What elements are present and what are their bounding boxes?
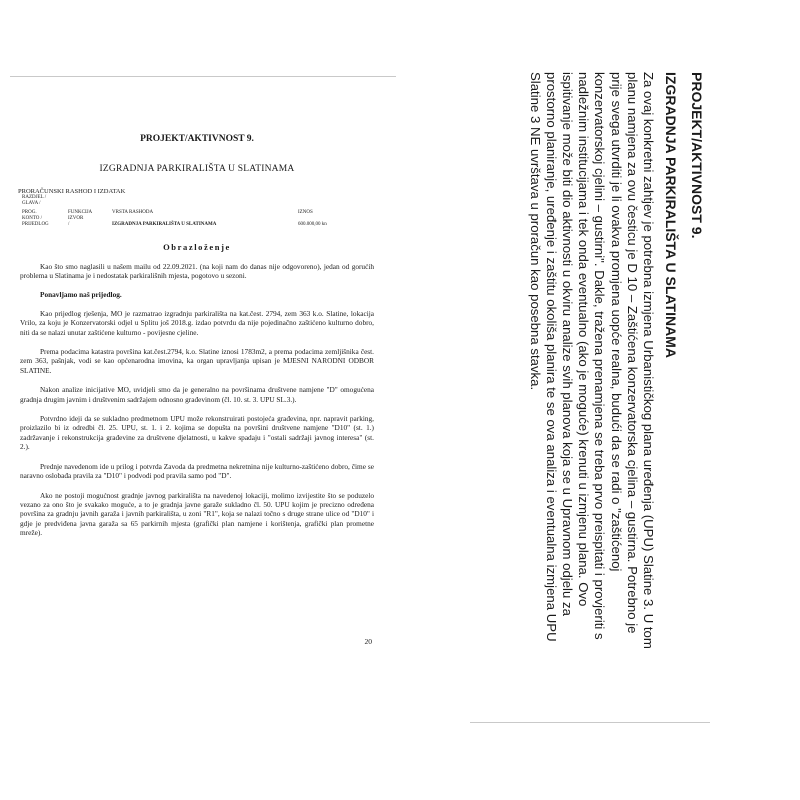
- budget-table: [18, 210, 378, 228]
- col-prog: PROG.: [22, 210, 37, 215]
- paragraph-3: Prema podacima katastra površina kat.čest.2794, k.o. Slatine iznosi 1783m2, a prema podacima zemljišnika čest. zem 363, pašnjak, vodi se kao općenarodna imovina, ka organ upravljanja upisan je MJESNI NARODNI ODBOR SLATINE.: [20, 347, 374, 375]
- paragraph-1: Kao što smo naglasili u našem mailu od 22.09.2021. (na koji nam do danas nije odgovoreno), jedan od gorućih problema u Slatinama je i nedostatak parkirališnih mjesta, pogotovo u sezoni.: [20, 262, 374, 281]
- col-vrsta: VRSTA RASHODA: [112, 210, 154, 215]
- col-konto: KONTO /: [22, 216, 43, 221]
- slash-cell: /: [68, 222, 70, 227]
- budget-item-row: [18, 222, 378, 228]
- right-body-text: Za ovaj konkretni zahtjev je potrebna izmjena Urbanističkog plana uređenja (UPU) Slatine 3. U tom planu namjena za ovu česticu je D 10 – Zaštićena konzervatorska cjelina – gustirna. Potrebno je prije svega utvrditi je li ovakva promjena uopće realna, budući da se radi o "zaštićenoj konzervatorskoj cjelini – gustirni". Dakle, tražena prenamjena se treba prvo preispitati i provjeriti s nadležnim institucijama i tek onda eventualno (ako je moguće) krenuti u izmjenu plana. Ovo ispitivanje može biti dio aktivnosti u okviru analize svih planova koja se u Upravnom odjelu za prostorno planiranje, uređenje i zaštitu okoliša planira te se ova analiza i eventualna izmjena UPU Slatine 3 NE uvrštava u proračun kao posebna stavka.: [527, 72, 656, 649]
- glava-label: GLAVA /: [22, 201, 41, 206]
- left-document-page: [16, 120, 378, 648]
- project-subtitle: IZGRADNJA PARKIRALIŠTA U SLATINAMA: [99, 164, 295, 174]
- col-funkcija: FUNKCIJA: [68, 210, 93, 215]
- right-rotated-page: [482, 72, 706, 650]
- rotated-text-block: [482, 72, 706, 650]
- razdjel-label: RAZDJEL /: [22, 195, 47, 200]
- page-number: 20: [364, 637, 372, 646]
- col-iznos: IZNOS: [298, 210, 313, 215]
- paragraph-4: Nakon analize inicijative MO, uvidjeli smo da je generalno na površinama društvene namjene "D" omogućena gradnja drugim javnim i društvenim sadržajem odnosno građevinom (čl. 10. st. 3. UPU SL.3.).: [20, 385, 374, 404]
- paragraph-2: Kao prijedlog rješenja, MO je razmatrao izgradnju parkirališta na kat.čest. 2794, zem 363 k.o. Slatine, lokacija Vrilo, za koju je Konzervatorski odjel u Splitu još 2018.g. izdao potvrdu da nije pojedinačno zaštićeno kulturno dobro, niti da se nalazi unutar zaštićene kulturno - povijesne cjeline.: [20, 308, 374, 337]
- project-title: PROJEKT/AKTIVNOST 9.: [140, 134, 254, 144]
- top-page-rule: [10, 76, 396, 77]
- col-izvor: IZVOR: [68, 216, 84, 221]
- budget-item-name: IZGRADNJA PARKIRALIŠTA U SLATINAMA: [112, 222, 217, 227]
- right-title: PROJEKT/AKTIVNOST 9.: [689, 72, 705, 239]
- budget-heading: PRORAČUNSKI RASHOD I IZDATAK: [18, 188, 126, 195]
- budget-item-amount: 600.000,00 kn: [298, 222, 327, 227]
- paragraph-5: Potvrdno ideji da se sukladno predmetnom UPU može rekonstruirati postojeća građevina, npr. napravit parking, proizlazilo bi iz odredbi čl. 25. UPU, st. 1. i 2. kojima se dopušta na površini društvene namjene "D10" (st. 1.) zadržavanje i rekonstrukcija građevine za društvene djelatnosti, u kakve spadaju i "ostali sadržaji javnog interesa" (st. 2.).: [20, 414, 374, 452]
- col-prijedlog: PRIJEDLOG: [22, 222, 49, 227]
- obrazlozenje-heading: Obrazloženje: [163, 242, 231, 252]
- bottom-page-rule: [470, 722, 710, 723]
- paragraph-subheading: Ponavljamo naš prijedlog.: [40, 289, 122, 299]
- paragraph-7: Ako ne postoji mogućnost gradnje javnog parkirališta na navedenoj lokaciji, molimo izvijestite što se poduzelo vezano za ono što je svakako moguće, a to je gradnja javne garaže sukladno čl. 50. UPU kojim je precizno određena površina za gradnju javnih garaža i javnih parkirališta, u zoni "R1", koja se nalazi točno s druge strane ulice od "D10" i gdje je predviđena javna garaža sa 65 parkirnih mjesta (grafički plan namjene i korištenja, grafički plan prometne mreže).: [20, 490, 374, 538]
- paragraph-6: Prednje navedenom ide u prilog i potvrda Zavoda da predmetna nekretnina nije kulturno-zaštićeno dobro, čime se naravno oslobađa pravila za "D10" i podvodi pod pravila samo pod "D".: [20, 461, 374, 481]
- right-subtitle: IZGRADNJA PARKIRALIŠTA U SLATINAMA: [663, 72, 679, 358]
